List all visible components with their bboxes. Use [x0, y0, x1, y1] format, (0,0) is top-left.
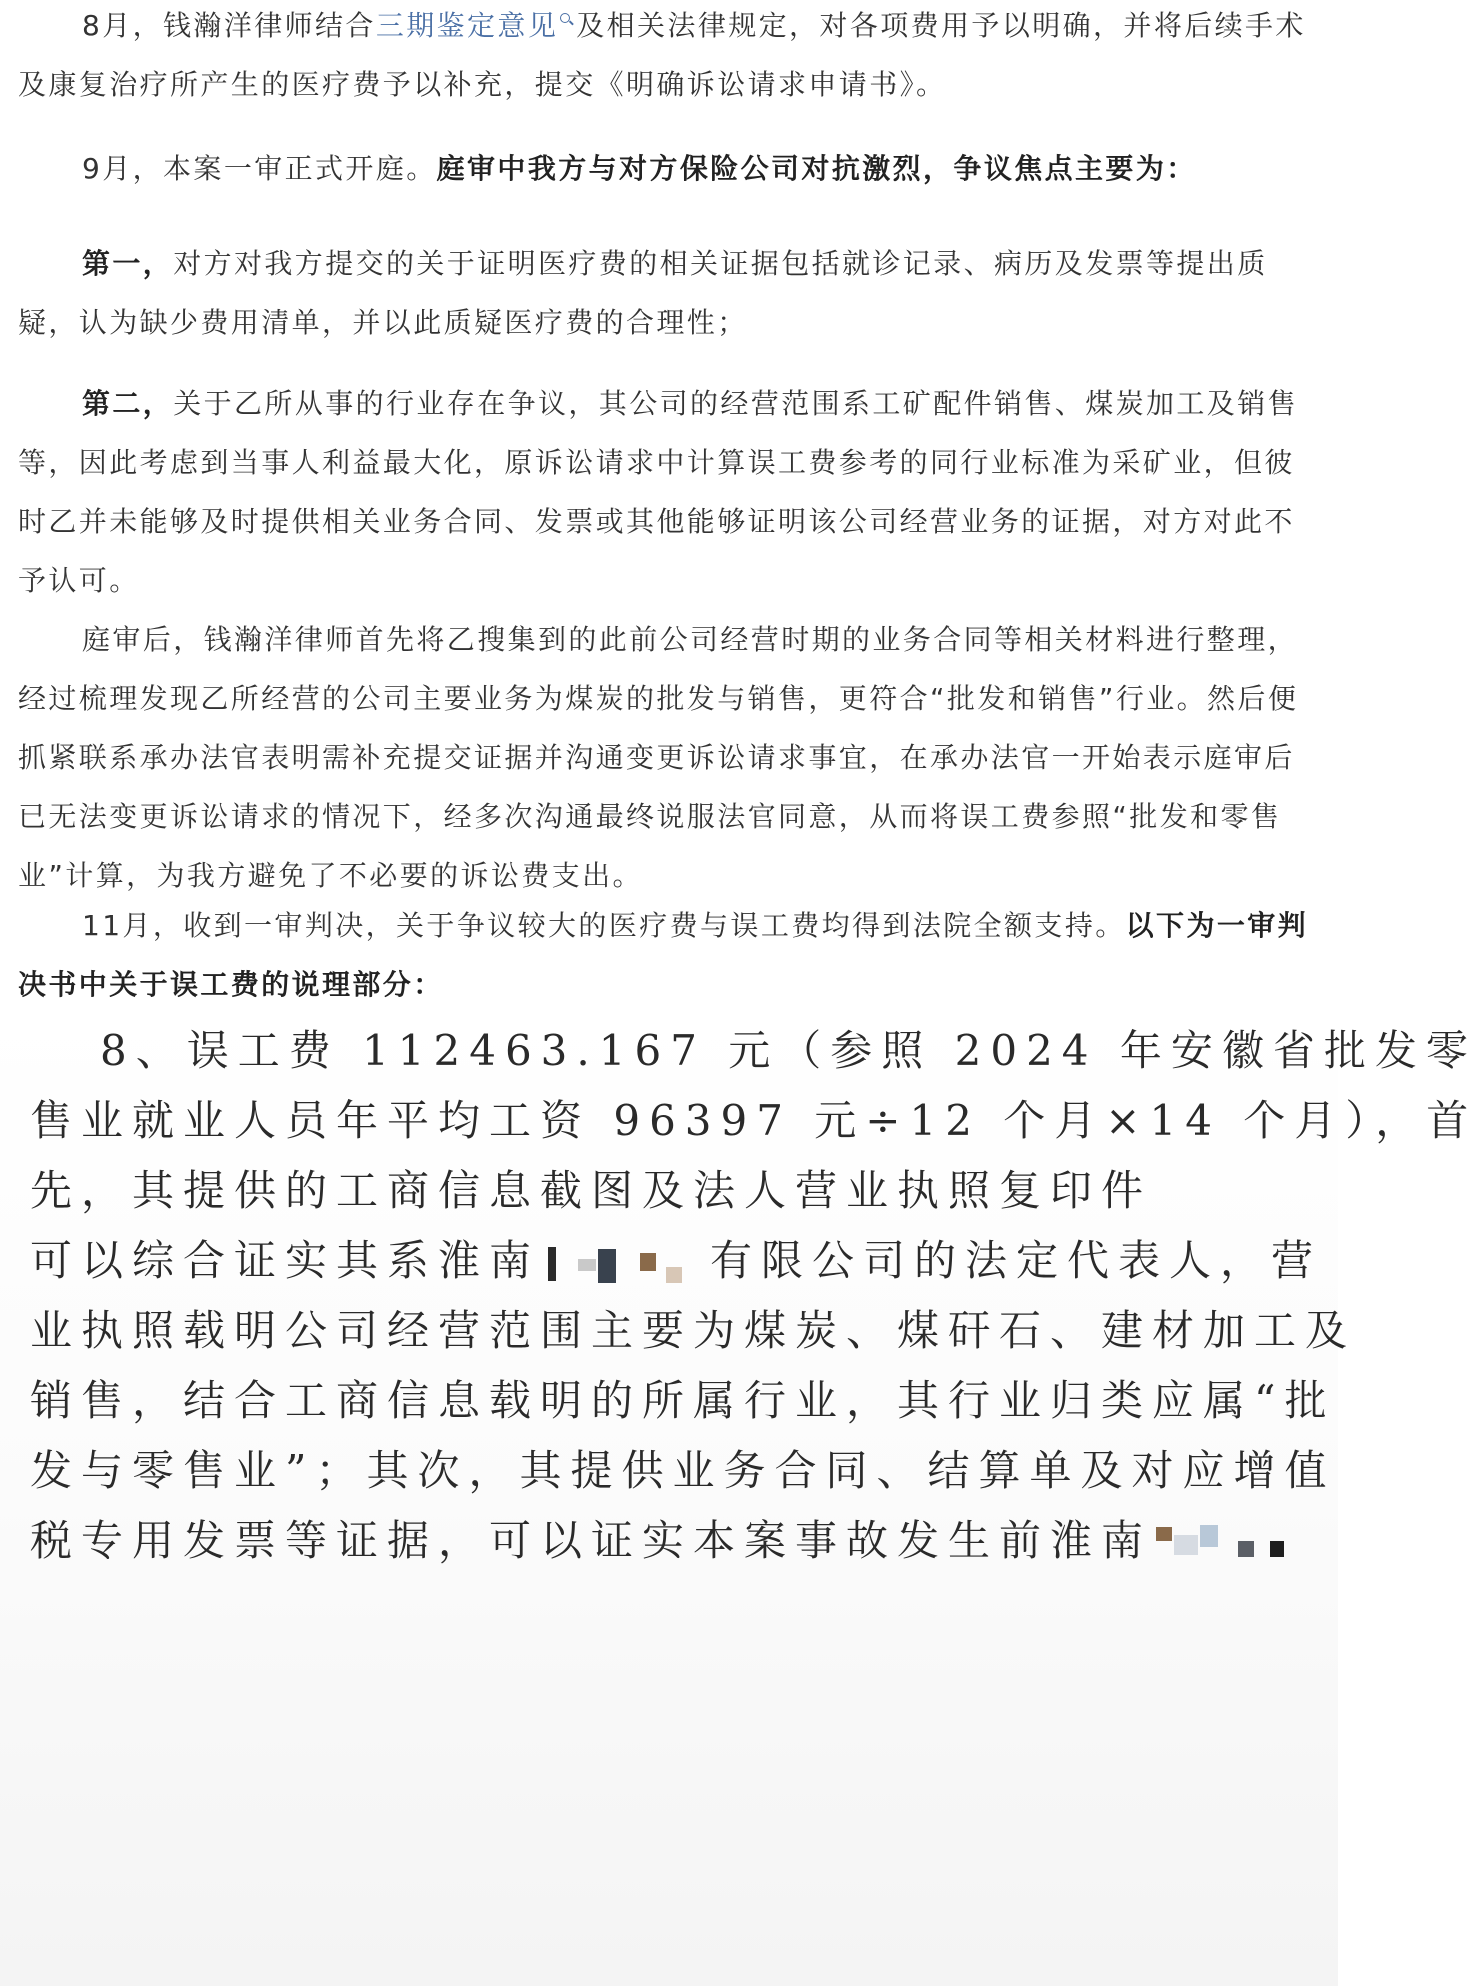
judgment-line: 售业就业人员年平均工资 96397 元÷12 个月×14 个月），首 [30, 1096, 1477, 1145]
judgment-excerpt-image [0, 1008, 1477, 1986]
paragraph-bold-text: 以下为一审判决书中关于误工费的说理部分： [18, 909, 1309, 1001]
dispute-label-second: 第二， [82, 387, 174, 420]
judgment-text: 税专用发票等证据，可以证实本案事故发生前淮南 [30, 1516, 1153, 1565]
judgment-line: 先，其提供的工商信息截图及法人营业执照复印件 [30, 1166, 1153, 1215]
redaction-mosaic [540, 1241, 710, 1287]
paragraph-text: 庭审后，钱瀚洋律师首先将乙搜集到的此前公司经营时期的业务合同等相关材料进行整理，经过梳理发现乙所经营的公司主要业务为煤炭的批发与销售，更符合“批发和销售”行业。然后便抓紧联系承办法官表明需补充提交证据并沟通变更诉讼请求事宜，在承办法官一开始表示庭审后已无法变更诉讼请求的情况下，经多次沟通最终说服法官同意，从而将误工费参照“批发和零售业”计算，为我方避免了不必要的诉讼费支出。 [18, 623, 1299, 892]
paragraph-bold-text: 庭审中我方与对方保险公司对抗激烈，争议焦点主要为： [436, 152, 1197, 185]
search-icon[interactable] [560, 13, 572, 25]
paragraph-september [18, 139, 1318, 198]
judgment-line: 业执照载明公司经营范围主要为煤炭、煤矸石、建材加工及 [30, 1306, 1357, 1355]
judgment-line: 发与零售业”；其次，其提供业务合同、结算单及对应增值 [30, 1446, 1336, 1495]
appraisal-opinion-link[interactable]: 三期鉴定意见 [375, 9, 559, 42]
paragraph-text: 及相关法律规定，对各项费用予以明确，并将后续手术及康复治疗所产生的医疗费予以补充，提交《明确诉讼请求申请书》。 [18, 9, 1306, 101]
paragraph-text: 对方对我方提交的关于证明医疗费的相关证据包括就诊记录、病历及发票等提出质疑，认为缺少费用清单，并以此质疑医疗费的合理性； [18, 247, 1268, 339]
paragraph-text: 关于乙所从事的行业存在争议，其公司的经营范围系工矿配件销售、煤炭加工及销售等，因此考虑到当事人利益最大化，原诉讼请求中计算误工费参考的同行业标准为采矿业，但彼时乙并未能够及时提供相关业务合同、发票或其他能够证明该公司经营业务的证据，对方对此不予认可。 [18, 387, 1299, 597]
judgment-line-redacted [30, 1498, 1310, 1584]
paragraph-second-dispute [18, 374, 1318, 610]
judgment-text: 有限公司的法定代表人，营 [710, 1236, 1323, 1285]
paragraph-august [18, 0, 1318, 114]
paragraph-text: 8月，钱瀚洋律师结合 [82, 9, 376, 42]
judgment-line: 8、误工费 112463.167 元（参照 2024 年安徽省批发零 [100, 1026, 1477, 1075]
judgment-line: 销售，结合工商信息载明的所属行业，其行业归类应属“批 [30, 1376, 1336, 1425]
paragraph-november [18, 896, 1318, 1014]
redaction-mosaic [1152, 1521, 1322, 1567]
judgment-text: 可以综合证实其系淮南 [30, 1236, 541, 1285]
paragraph-text: 9月，本案一审正式开庭。 [82, 152, 437, 185]
paragraph-first-dispute [18, 234, 1318, 352]
paragraph-post-hearing [18, 610, 1318, 905]
dispute-label-first: 第一， [82, 247, 174, 280]
paragraph-text: 11月，收到一审判决，关于争议较大的医疗费与误工费均得到法院全额支持。 [82, 909, 1126, 942]
